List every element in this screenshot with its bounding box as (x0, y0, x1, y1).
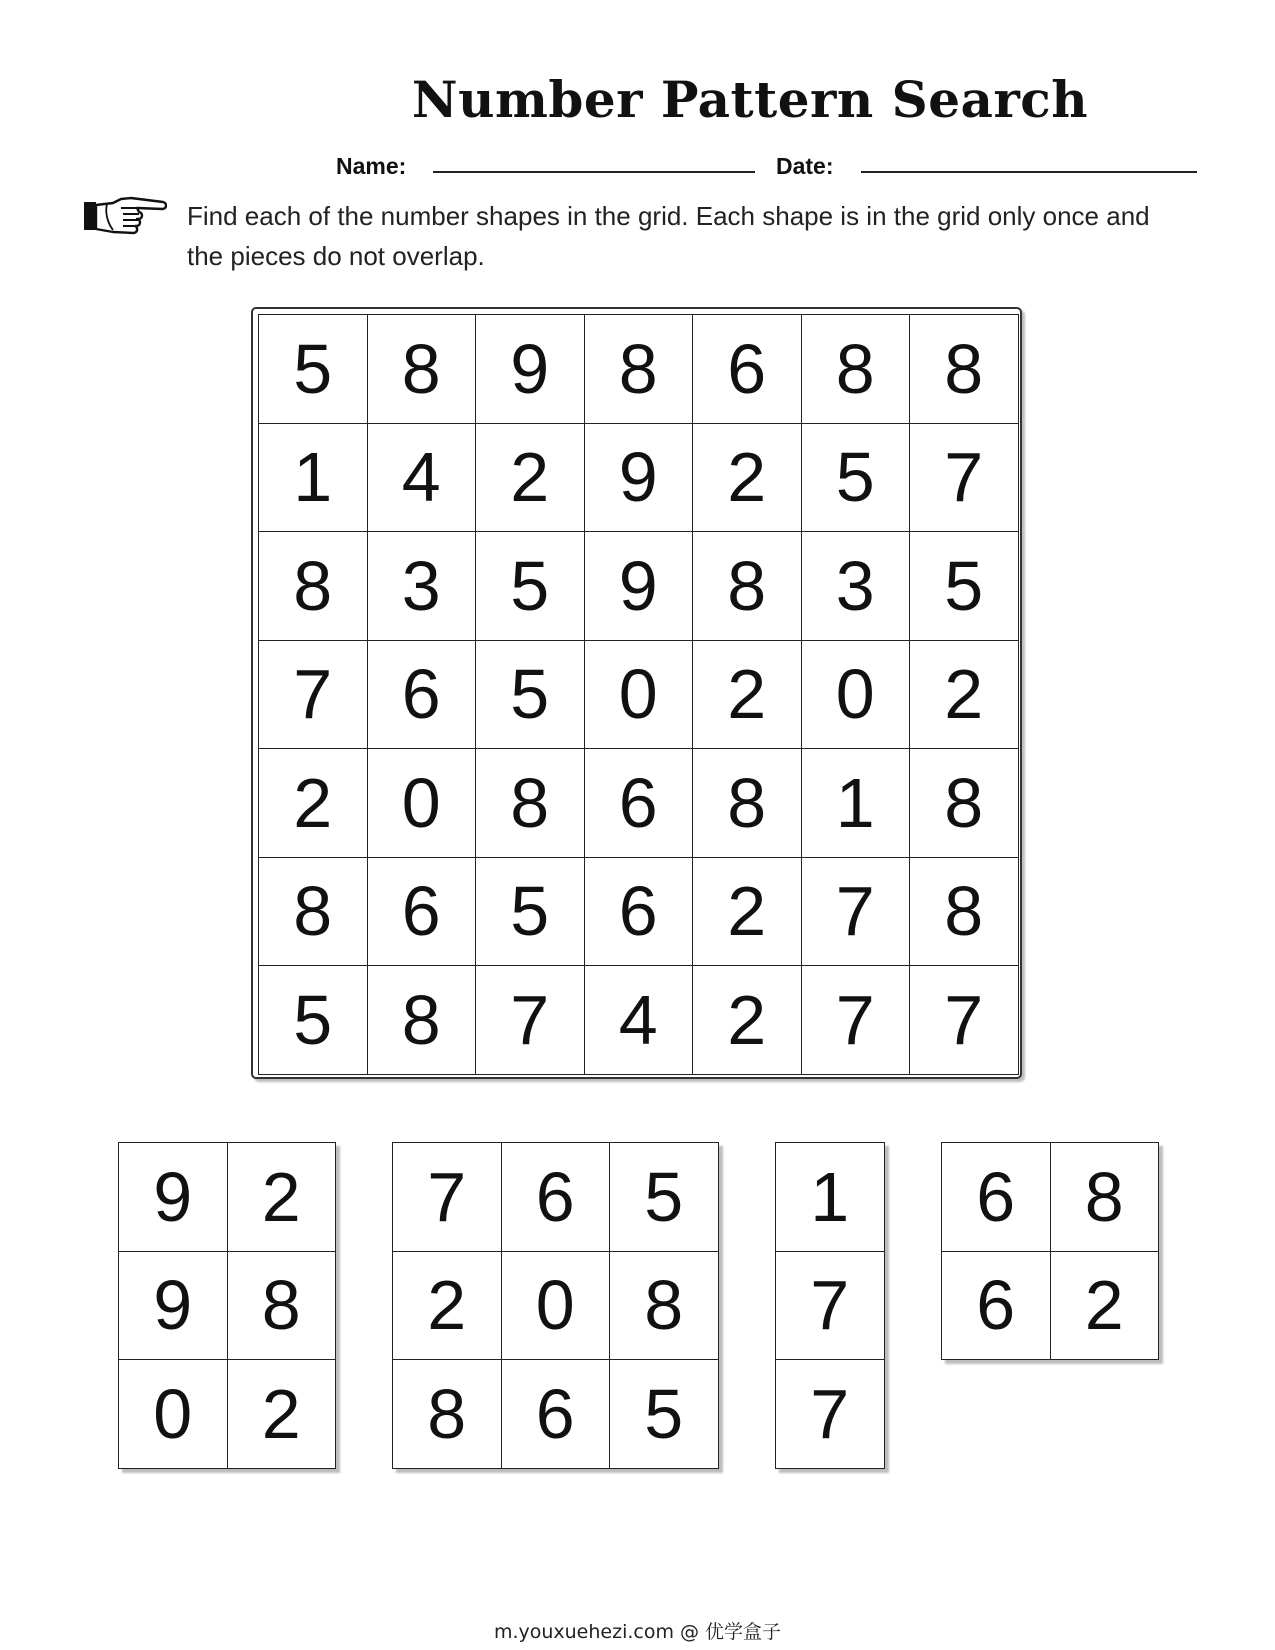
grid-cell: 2 (693, 424, 802, 533)
grid-cell: 4 (368, 424, 477, 533)
grid-cell: 5 (259, 966, 368, 1075)
shape-cell: 5 (610, 1143, 719, 1252)
shape-cell: 6 (502, 1360, 611, 1469)
shape-cell: 2 (393, 1252, 502, 1361)
shape-cell: 6 (942, 1252, 1051, 1361)
grid-cell: 9 (585, 532, 694, 641)
number-shape-2 (392, 1142, 719, 1469)
name-label: Name: (336, 153, 407, 179)
grid-cell: 1 (802, 749, 911, 858)
grid-cell: 7 (802, 966, 911, 1075)
grid-cell: 6 (368, 641, 477, 750)
instructions-line-1: Find each of the number shapes in the grid. Each shape is in the grid only once and (187, 201, 1150, 231)
shape-cell: 6 (502, 1143, 611, 1252)
grid-cell: 2 (693, 641, 802, 750)
grid-cell: 8 (693, 532, 802, 641)
grid-cell: 2 (476, 424, 585, 533)
grid-cell: 7 (910, 424, 1019, 533)
grid-cell: 6 (585, 858, 694, 967)
pointing-hand-icon (83, 196, 167, 236)
shape-cell: 9 (119, 1143, 228, 1252)
grid-cell: 5 (476, 858, 585, 967)
number-grid (258, 314, 1019, 1075)
number-shape-1 (118, 1142, 336, 1469)
grid-cell: 5 (476, 641, 585, 750)
grid-cell: 2 (693, 966, 802, 1075)
shape-cell: 7 (776, 1252, 885, 1361)
shape-cell: 2 (1051, 1252, 1160, 1361)
number-shape-3 (775, 1142, 885, 1469)
shape-cell: 8 (1051, 1143, 1160, 1252)
grid-cell: 7 (476, 966, 585, 1075)
grid-cell: 8 (368, 315, 477, 424)
grid-cell: 8 (693, 749, 802, 858)
grid-cell: 2 (910, 641, 1019, 750)
shape-cell: 0 (119, 1360, 228, 1469)
shape-cell: 5 (610, 1360, 719, 1469)
grid-cell: 8 (585, 315, 694, 424)
grid-cell: 8 (910, 749, 1019, 858)
grid-cell: 5 (259, 315, 368, 424)
shape-cell: 1 (776, 1143, 885, 1252)
shape-cell: 6 (942, 1143, 1051, 1252)
grid-cell: 4 (585, 966, 694, 1075)
shape-cell: 7 (776, 1360, 885, 1469)
grid-cell: 5 (910, 532, 1019, 641)
grid-cell: 2 (259, 749, 368, 858)
instructions-line-2: the pieces do not overlap. (187, 241, 485, 271)
shape-cell: 0 (502, 1252, 611, 1361)
shape-cell: 8 (228, 1252, 337, 1361)
grid-cell: 3 (802, 532, 911, 641)
grid-cell: 2 (693, 858, 802, 967)
grid-cell: 0 (802, 641, 911, 750)
shape-cell: 8 (610, 1252, 719, 1361)
shape-cell: 2 (228, 1360, 337, 1469)
name-line[interactable] (433, 171, 755, 173)
grid-cell: 3 (368, 532, 477, 641)
grid-cell: 8 (910, 858, 1019, 967)
grid-cell: 7 (802, 858, 911, 967)
date-label: Date: (776, 153, 834, 179)
shape-cell: 2 (228, 1143, 337, 1252)
grid-cell: 7 (259, 641, 368, 750)
grid-cell: 8 (259, 532, 368, 641)
grid-cell: 8 (910, 315, 1019, 424)
grid-cell: 6 (368, 858, 477, 967)
grid-cell: 6 (693, 315, 802, 424)
worksheet-title: Number Pattern Search (411, 70, 1089, 129)
grid-cell: 8 (802, 315, 911, 424)
date-line[interactable] (861, 171, 1197, 173)
grid-cell: 9 (476, 315, 585, 424)
grid-cell: 0 (585, 641, 694, 750)
grid-cell: 8 (476, 749, 585, 858)
grid-cell: 7 (910, 966, 1019, 1075)
shape-cell: 9 (119, 1252, 228, 1361)
shape-cell: 8 (393, 1360, 502, 1469)
grid-cell: 1 (259, 424, 368, 533)
grid-cell: 9 (585, 424, 694, 533)
grid-cell: 5 (476, 532, 585, 641)
instructions (187, 196, 1207, 276)
number-shape-4 (941, 1142, 1159, 1360)
shape-cell: 7 (393, 1143, 502, 1252)
grid-cell: 5 (802, 424, 911, 533)
grid-cell: 6 (585, 749, 694, 858)
grid-cell: 8 (368, 966, 477, 1075)
footer-watermark: m.youxuehezi.com @ 优学盒子 (493, 1621, 782, 1643)
grid-cell: 8 (259, 858, 368, 967)
grid-cell: 0 (368, 749, 477, 858)
